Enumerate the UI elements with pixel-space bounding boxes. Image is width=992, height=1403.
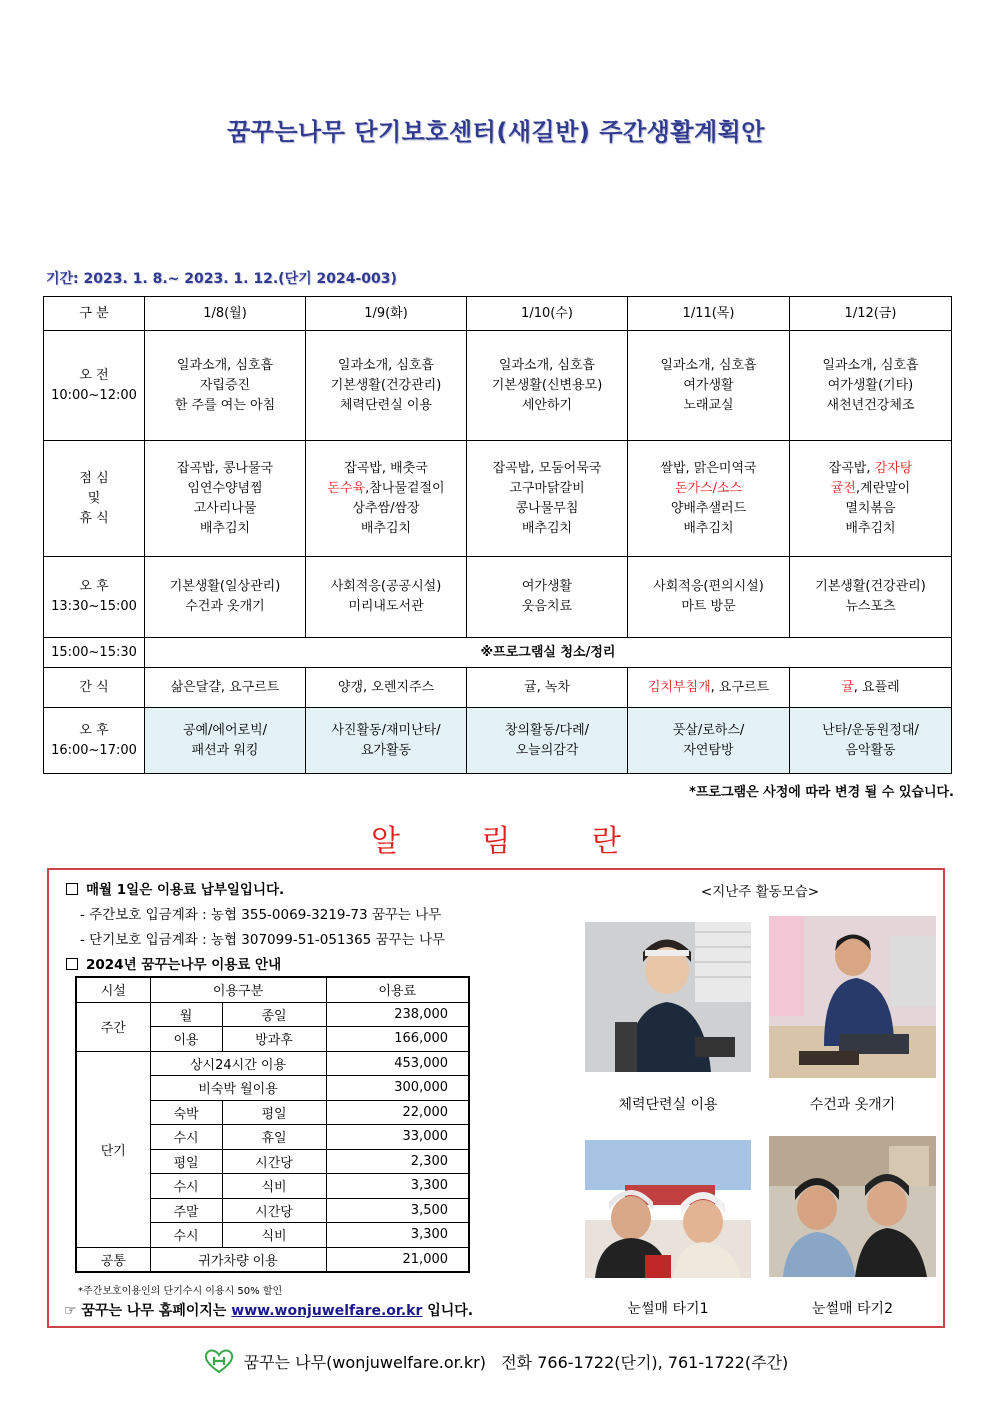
cell-line: 여가생활(기타) [827,377,914,393]
menu-cell [790,441,952,557]
schedule-cell [306,557,467,638]
schedule-cell [306,331,467,441]
homepage-link[interactable]: www.wonjuwelfare.or.kr [231,1303,423,1319]
cell-line: 새천년건강체조 [826,397,915,413]
cell-line: 음악활동 [845,742,896,758]
fee-row [76,1247,469,1272]
fee-type: 시간당 [222,1149,326,1174]
fee-type: 월 [150,1002,222,1027]
fee-header-cell: 시설 [76,977,150,1002]
homepage-prefix: ☞ 꿈꾸는 나무 홈페이지는 [64,1303,227,1319]
row-label-text: 휴 식 [79,510,109,526]
heart-logo-icon [204,1349,234,1373]
highlight-text: 귤전 [830,480,856,496]
page-title: 꿈꾸는나무 단기보호센터(새길반) 주간생활계획안 [226,118,765,146]
photo-caption: 눈썰매 타기2 [812,1301,893,1317]
photo-caption: 체력단련실 이용 [618,1097,718,1113]
morning-row [44,331,952,441]
fee-amount: 33,000 [326,1125,469,1150]
menu-cell [306,441,467,557]
cell-line: 오늘의감각 [515,742,579,758]
cell-line: 풋살/로하스/ [672,722,745,738]
fee-facility: 주간 [76,1002,150,1051]
fee-type: 이용 [150,1027,222,1052]
checkbox-icon [66,958,78,970]
homepage-suffix: 입니다. [427,1303,474,1319]
program-cell [628,708,790,774]
program-cell [467,708,628,774]
cell-line: 자립증진 [199,377,251,393]
cell-line: 배추김치 [521,520,573,536]
fee-header-cell: 이용구분 [150,977,326,1002]
program-cell [306,708,467,774]
cell-line: 일과소개, 심호흡 [498,357,596,373]
row-label [44,331,145,441]
cell-line: 공예/에어로빅/ [182,722,268,738]
fee-header-cell: 이용료 [326,977,469,1002]
photo-sled-1-image [585,1140,751,1278]
footer-text: 꿈꾸는 나무(wonjuwelfare.or.kr) 전화 766-1722(단기), 761-1722(주간) [243,1353,789,1372]
fee-table [75,976,470,1273]
cell-line: 배추김치 [199,520,251,536]
homepage-line [64,1300,473,1320]
photo-sled-1 [585,1140,751,1278]
cell-line: 여가생활 [683,377,734,393]
cell-line: 마트 방문 [681,599,736,614]
fee-type: 평일 [222,1100,326,1125]
fee-row [76,1051,469,1076]
photo-gym-image [585,922,751,1072]
cell-line: 패션과 워킹 [191,742,259,758]
header-cell: 1/11(목) [628,297,790,331]
fee-type: 주말 [150,1198,222,1223]
schedule-cell [790,331,952,441]
header-cell: 1/8(월) [145,297,306,331]
cell-line: 고구마닭갈비 [509,480,585,496]
cell-line: 돈가스/소스 [674,480,743,496]
fee-amount: 3,300 [326,1174,469,1199]
fee-type: 종일 [222,1002,326,1027]
row-label-time: 10:00~12:00 [51,387,137,403]
cell-line: 멸치볶음 [845,500,896,516]
cell-line: 콩나물무침 [515,500,579,516]
photo-caption: 눈썰매 타기1 [627,1301,709,1317]
account-line-1: - 주간보호 입금계좌 : 농협 355-0069-3219-73 꿈꾸는 나무 [80,907,442,923]
cell-line: 기본생활(신변용모) [491,377,603,393]
cell-text: ,참나물겉절이 [365,480,445,496]
photo-sled-2 [769,1136,936,1277]
cell-line: 배추김치 [360,520,412,536]
photos-heading: <지난주 활동모습> [700,884,820,900]
row-label-time: 16:00~17:00 [51,742,137,758]
fee-amount: 2,300 [326,1149,469,1174]
snack-cell: 양갱, 오렌지주스 [306,668,467,708]
program-cell [790,708,952,774]
cell-line: 일과소개, 심호흡 [822,357,919,373]
discount-note: *주간보호이용인의 단기수시 이용시 50% 할인 [78,1286,283,1297]
cell-line: 웃음치료 [521,599,573,614]
header-cell: 구 분 [44,297,145,331]
fee-amount: 300,000 [326,1076,469,1101]
row-label-text: 오 후 [79,722,109,738]
fee-facility: 단기 [76,1051,150,1247]
highlight-text: 돈수육 [327,480,366,496]
cell-line: 자연탐방 [683,742,734,758]
fee-amount: 22,000 [326,1100,469,1125]
fee-amount: 238,000 [326,1002,469,1027]
cell-line: 요가활동 [360,742,412,758]
schedule-cell [628,331,790,441]
cell-line: 양배추샐러드 [670,500,747,516]
fee-type: 휴일 [222,1125,326,1150]
notice-title: 알 림 란 [370,824,657,859]
fee-facility: 공통 [76,1247,150,1272]
cell-text: 잡곡밥, [828,460,875,476]
notice-item-text: 2024년 꿈꾸는나무 이용료 안내 [86,957,282,973]
notice-item-2 [66,953,281,973]
cell-line: 잡곡밥, 배춧국 [344,460,428,476]
cell-line: 사진활동/재미난타/ [331,722,441,738]
fee-header-row [76,977,469,1002]
cell-line: 한 주를 여는 아침 [174,397,276,413]
highlight-text: 김치부침개 [647,679,711,695]
fee-amount: 21,000 [326,1247,469,1272]
cell-line: 잡곡밥, 콩나물국 [176,460,274,476]
schedule-cell [467,557,628,638]
cell-line: 기본생활(건강관리) [815,579,926,594]
cell-line: 사회적응(편의시설) [653,579,764,594]
cell-line: 쌀밥, 맑은미역국 [660,460,757,476]
fee-type: 시간당 [222,1198,326,1223]
cell-line: 일과소개, 심호흡 [660,357,757,373]
cell-line: 사회적응(공공시설) [330,579,442,594]
snack-cell: 귤, 녹차 [467,668,628,708]
header-cell: 1/9(화) [306,297,467,331]
cell-line: 노래교실 [683,397,734,413]
photo-caption: 수건과 옷개기 [809,1097,896,1113]
cell-line: 수건과 옷개기 [185,599,265,614]
cell-text: , 요플레 [853,679,900,695]
schedule-cell [790,557,952,638]
cell-line: 배추김치 [683,520,734,536]
cell-line: 임연수양념찜 [187,480,263,496]
menu-cell [467,441,628,557]
schedule-cell [145,557,306,638]
menu-cell [628,441,790,557]
snack-cell [790,668,952,708]
row-label: 간 식 [44,668,145,708]
highlight-text: 귤 [841,679,854,695]
cell-line: 고사리나물 [193,500,257,516]
afternoon2-row [44,708,952,774]
fee-amount: 3,500 [326,1198,469,1223]
fee-amount: 166,000 [326,1027,469,1052]
change-note: *프로그램은 사정에 따라 변경 될 수 있습니다. [689,785,954,800]
cell-line: 미리내도서관 [348,599,424,614]
cell-line: 잡곡밥, 모둠어묵국 [492,460,602,476]
fee-type: 평일 [150,1149,222,1174]
row-label-time: 15:00~15:30 [44,638,145,668]
fee-type: 숙박 [150,1100,222,1125]
header-cell: 1/12(금) [790,297,952,331]
fee-type: 식비 [222,1174,326,1199]
cleanup-row [44,638,952,668]
fee-type: 수시 [150,1125,222,1150]
row-label [44,441,145,557]
row-label-text: 점 심 [79,470,109,486]
cell-line [790,459,951,479]
cell-text: ,계란말이 [855,480,911,496]
cell-line: 체력단련실 이용 [339,397,433,413]
photo-sled-2-image [769,1136,936,1277]
cell-line: 상추쌈/쌈장 [352,500,420,516]
row-label-text: 및 [87,490,101,506]
cell-line [790,479,951,499]
photo-towels [769,916,936,1078]
fee-type: 비숙박 월이용 [150,1076,326,1101]
fee-amount: 453,000 [326,1051,469,1076]
row-label-text: 오 후 [79,579,109,594]
fee-type: 방과후 [222,1027,326,1052]
photo-gym [585,922,751,1072]
row-label [44,708,145,774]
notice-item-text: 매월 1일은 이용료 납부일입니다. [86,882,285,898]
cell-line: 여가생활 [521,579,573,594]
row-label-text: 오 전 [79,367,109,383]
fee-type: 수시 [150,1174,222,1199]
snack-row [44,668,952,708]
footer [0,1349,992,1373]
highlight-text: 감자탕 [874,460,913,476]
fee-type: 수시 [150,1223,222,1248]
snack-cell: 삶은달걀, 요구르트 [145,668,306,708]
fee-type: 상시24시간 이용 [150,1051,326,1076]
checkbox-icon [66,883,78,895]
fee-type: 식비 [222,1223,326,1248]
cell-line: 세안하기 [521,397,573,413]
schedule-period: 기간: 2023. 1. 8.~ 2023. 1. 12.(단기 2024-003) [46,271,397,287]
cell-line: 기본생활(건강관리) [330,377,442,393]
cell-text: , 요구르트 [710,679,770,695]
cell-line: 일과소개, 심호흡 [337,357,435,373]
fee-row [76,1002,469,1027]
notice-item-1 [66,878,284,898]
fee-type: 귀가차량 이용 [150,1247,326,1272]
cell-line: 창의활동/다례/ [504,722,590,738]
program-cell [145,708,306,774]
cleanup-text: ※프로그램실 청소/정리 [145,638,952,668]
schedule-header-row [44,297,952,331]
schedule-cell [467,331,628,441]
schedule-cell [628,557,790,638]
lunch-row [44,441,952,557]
photo-towels-image [769,916,936,1078]
menu-cell [145,441,306,557]
cell-line: 난타/운동원정대/ [822,722,919,738]
afternoon-row [44,557,952,638]
cell-line: 배추김치 [845,520,896,536]
weekly-schedule-table [43,296,952,774]
cell-line: 뉴스포츠 [845,599,896,614]
schedule-cell [145,331,306,441]
account-line-2: - 단기보호 입금계좌 : 농협 307099-51-051365 꿈꾸는 나무 [80,932,446,948]
cell-line: 기본생활(일상관리) [169,579,281,594]
fee-amount: 3,300 [326,1223,469,1248]
header-cell: 1/10(수) [467,297,628,331]
cell-line: 일과소개, 심호흡 [176,357,274,373]
snack-cell [628,668,790,708]
row-label-time: 13:30~15:00 [51,599,137,614]
cell-line [306,479,466,499]
row-label [44,557,145,638]
